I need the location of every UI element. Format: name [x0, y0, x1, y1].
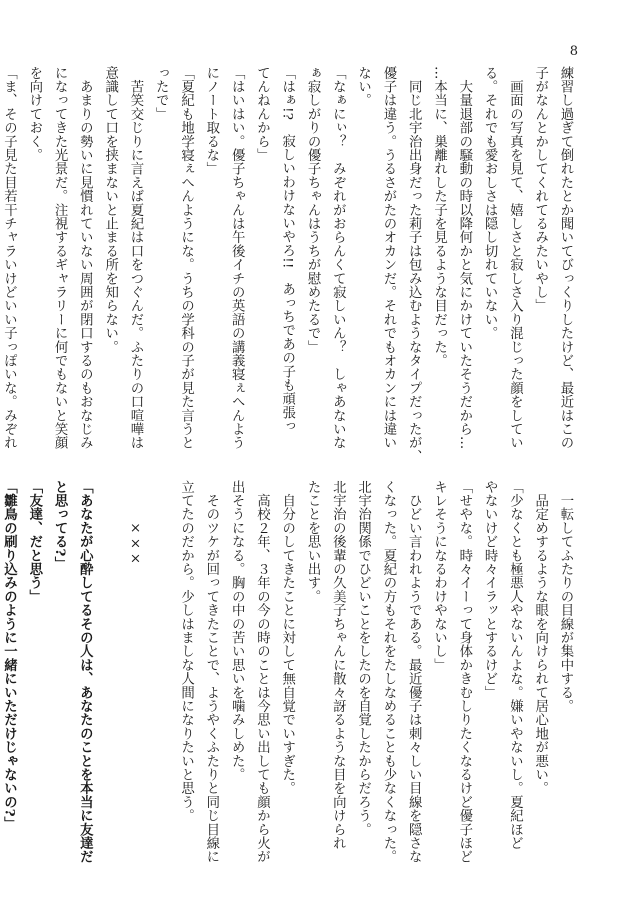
bottom-text-line: 「少なくとも極悪人やないんよな。嫌いやないし。夏紀ほど [507, 480, 523, 850]
top-text-line: 優子は違う。うるさがたのオカンだ。それでもオカンには違い [380, 66, 396, 450]
top-text-line: 苦笑交じりに言えば夏紀は口をつぐんだ。ふたりの口喧嘩は [127, 66, 143, 450]
bottom-text-line: 一転してふたりの目線が集中する。 [558, 480, 573, 713]
bottom-text-line: 「せやな。時々イーって身体かきむしりたくなるけど優子ほど [456, 480, 472, 864]
top-text-line: 同じ北宇治出身だった莉子は包み込むようなタイプだったが、 [406, 66, 422, 464]
top-text-block [1, 66, 578, 464]
bottom-text-line: 高校２年、３年の今の時のことは今思い出しても顔から火が [254, 480, 270, 864]
top-text-line: てんねんから」 [254, 66, 270, 162]
top-text-line: 子がなんとかしてくれてるみたいやし」 [532, 66, 548, 313]
top-text-line: 練習し過ぎて倒れたとか聞いてびっくりしたけど、最近はこの [558, 66, 573, 450]
bottom-text-line: 立てたのだから。少しはましな人間になりたいと思う。 [178, 480, 194, 823]
top-text-line: 「はぁ!? 寂しいわけないやろ!! あっちであの子も頑張っ [279, 66, 295, 434]
page-number: 8 [569, 44, 578, 59]
bottom-text-line: 自分のしてきたことに対して無自覚でいすぎた。 [279, 480, 295, 796]
bottom-text-line: 「雛鳥の刷り込みのように一緒にいただけじゃないの?」 [1, 480, 18, 831]
top-text-line: …本当に、巣離れした子を見るような目だった。 [431, 66, 447, 368]
bottom-text-line: くなった。夏紀の方もそれをたしなめることも少なくなった。 [380, 480, 396, 864]
bottom-text-line: たことを思い出す。 [305, 480, 321, 604]
bottom-text-line [148, 480, 173, 854]
bottom-text-line: 「あなたが心酔してるその人は、あなたのことを本当に友達だ [77, 480, 94, 864]
bottom-text-line: ××× [127, 480, 143, 567]
top-text-line: ない。 [355, 66, 371, 108]
bottom-text-line: 北宇治関係でひどいことをしたのを自覚したからだろう。 [355, 480, 371, 837]
top-text-line: 大量退部の騒動の時以降何かと気にかけていたそうだから… [456, 66, 472, 450]
top-text-line: にノート取るな」 [203, 66, 219, 176]
top-text-line: ったで」 [153, 66, 169, 121]
bottom-text-line: 出そうになる。胸の中の苦い思いを噛みしめた。 [229, 480, 245, 782]
top-text-line: る。それでも愛おしさは隠し切れていない。 [482, 66, 498, 340]
top-text-line: 画面の写真を見て、嬉しさと寂しさ入り混じった顔をしてい [507, 66, 523, 450]
top-text-line: あまりの勢いに見慣れていない周囲が閉口するのもおなじみ [77, 66, 93, 450]
top-text-line: を向けておく。 [26, 66, 42, 162]
top-text-line: 意識して口を挟まないと止まる所を知らない。 [102, 66, 118, 354]
top-text-line: 「ま、その子見た目若干チャラいけどいい子っぽいな。みぞれ [1, 66, 17, 450]
bottom-text-line [97, 480, 122, 854]
bottom-text-line: 品定めするような眼を向けられて居心地が悪い。 [532, 480, 548, 796]
bottom-text-block [1, 480, 578, 864]
top-text-line: になってきた光景だ。注視するギャラリーに何でもないと笑顔 [52, 66, 68, 450]
top-text-line: 「なぁにぃ？ みぞれがおらんくて寂しいん？ しゃあないな [330, 66, 346, 450]
top-text-line: 「はいはい。優子ちゃんは午後イチの英語の講義寝ぇへんよう [229, 66, 245, 450]
bottom-text-line: そのツケが回ってきたことで、ようやくふたりと同じ目線に [203, 480, 219, 864]
top-text-line: 「夏紀も地学寝ぇへんようにな。うちの学科の子が見た言うと [178, 66, 194, 450]
top-text-line: ぁ寂しがりの優子ちゃんはうちが慰めたるで」 [305, 66, 321, 354]
bottom-text-line: 北宇治の後輩の久美子ちゃんに散々訝るような目を向けられ [330, 480, 346, 850]
bottom-text-line: やないけど時々イラッとするけど」 [482, 480, 498, 700]
bottom-text-line: 「友達、だと思う」 [26, 480, 43, 604]
bottom-text-line: キレそうになるわけやないし」 [431, 480, 447, 672]
bottom-text-line: と思ってる?」 [52, 480, 69, 571]
bottom-text-line: ひどい言われようである。最近優子は刺々しい目線を隠さな [406, 480, 422, 864]
